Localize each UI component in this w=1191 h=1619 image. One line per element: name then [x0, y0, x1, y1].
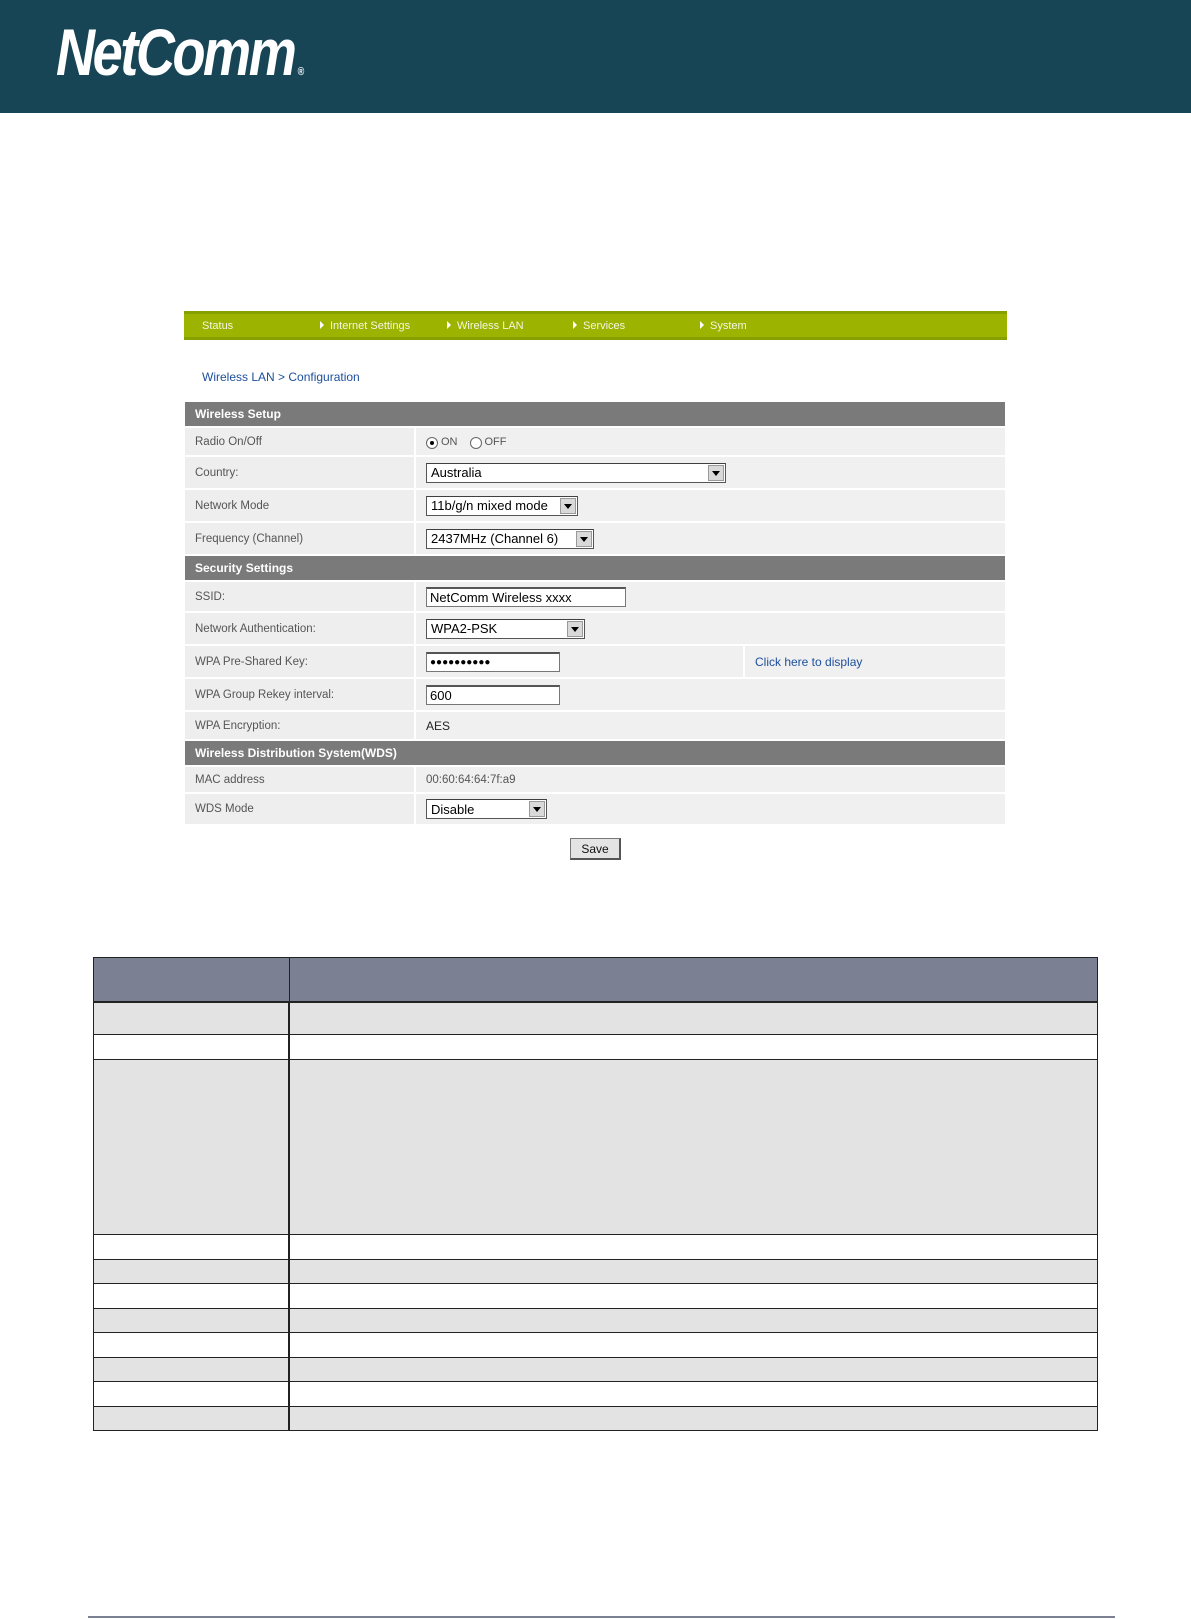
chevron-down-icon: [708, 465, 724, 481]
network-mode-label: Network Mode: [185, 490, 416, 521]
nav-bar: [184, 311, 1007, 340]
table-row: [94, 1308, 1098, 1332]
chevron-down-icon: [576, 531, 592, 547]
table-row: [94, 1059, 1098, 1234]
row-psk: [185, 646, 1005, 677]
table-row: [94, 1259, 1098, 1283]
nav-item-internet-settings[interactable]: Internet Settings: [320, 320, 410, 332]
radio-label: Radio On/Off: [185, 428, 416, 455]
table-header-row: [94, 958, 1098, 1003]
table-header-cell: [94, 958, 290, 1003]
rekey-interval-input[interactable]: 600: [426, 685, 560, 705]
row-mac: [185, 767, 1005, 792]
row-ssid: [185, 582, 1005, 611]
mac-label: MAC address: [185, 767, 416, 792]
ssid-input[interactable]: NetComm Wireless xxxx: [426, 587, 626, 607]
wds-mode-label: WDS Mode: [185, 794, 416, 824]
netcomm-logo: NetComm ®: [56, 15, 305, 89]
radio-on-label: ON: [441, 435, 458, 448]
display-key-link[interactable]: Click here to display: [755, 654, 863, 669]
row-country: [185, 457, 1005, 488]
rekey-label: WPA Group Rekey interval:: [185, 679, 416, 710]
arrow-right-icon: [700, 321, 704, 329]
wireless-config-form: [185, 402, 1005, 826]
chevron-down-icon: [560, 498, 576, 514]
wds-mode-select[interactable]: Disable: [426, 799, 547, 819]
table-row: [94, 1034, 1098, 1059]
breadcrumb[interactable]: Wireless LAN > Configuration: [202, 370, 360, 384]
row-radio: [185, 428, 1005, 455]
table-header-cell: [289, 958, 1098, 1003]
table-row: [94, 1234, 1098, 1259]
encryption-label: WPA Encryption:: [185, 712, 416, 739]
save-button[interactable]: Save: [570, 838, 621, 860]
radio-off-button[interactable]: [470, 437, 482, 449]
encryption-value: AES: [426, 718, 451, 733]
table-row: [94, 1002, 1098, 1034]
row-network-auth: [185, 613, 1005, 644]
frequency-label: Frequency (Channel): [185, 523, 416, 554]
row-encryption: [185, 712, 1005, 739]
section-heading-wds: Wireless Distribution System(WDS): [185, 741, 1005, 765]
country-label: Country:: [185, 457, 416, 488]
table-row: [94, 1332, 1098, 1357]
footer-rule: [88, 1616, 1115, 1618]
arrow-right-icon: [447, 321, 451, 329]
ssid-label: SSID:: [185, 582, 416, 611]
section-heading-wireless-setup: Wireless Setup: [185, 402, 1005, 426]
country-select[interactable]: Australia: [426, 463, 726, 483]
network-mode-select[interactable]: 11b/g/n mixed mode: [426, 496, 578, 516]
nav-item-wireless-lan[interactable]: Wireless LAN: [447, 320, 524, 332]
radio-on-button[interactable]: [426, 437, 438, 449]
row-network-mode: [185, 490, 1005, 521]
table-row: [94, 1357, 1098, 1381]
header-band: [0, 0, 1191, 113]
row-rekey: [185, 679, 1005, 710]
table-row: [94, 1406, 1098, 1430]
nav-item-system[interactable]: System: [700, 320, 747, 332]
section-heading-security-settings: Security Settings: [185, 556, 1005, 580]
nav-item-services[interactable]: Services: [573, 320, 625, 332]
row-frequency: [185, 523, 1005, 554]
psk-label: WPA Pre-Shared Key:: [185, 646, 416, 677]
row-wds-mode: [185, 794, 1005, 824]
chevron-down-icon: [567, 621, 583, 637]
frequency-select[interactable]: 2437MHz (Channel 6): [426, 529, 594, 549]
psk-password-input[interactable]: ●●●●●●●●●●: [426, 652, 560, 672]
chevron-down-icon: [529, 801, 545, 817]
table-row: [94, 1381, 1098, 1406]
settings-description-table: [93, 957, 1098, 1431]
table-row: [94, 1283, 1098, 1308]
arrow-right-icon: [320, 321, 324, 329]
radio-off-label: OFF: [484, 435, 507, 448]
nav-item-status[interactable]: Status: [202, 320, 234, 332]
arrow-right-icon: [573, 321, 577, 329]
network-auth-select[interactable]: WPA2-PSK: [426, 619, 585, 639]
network-auth-label: Network Authentication:: [185, 613, 416, 644]
mac-value: 00:60:64:64:7f:a9: [426, 773, 516, 786]
